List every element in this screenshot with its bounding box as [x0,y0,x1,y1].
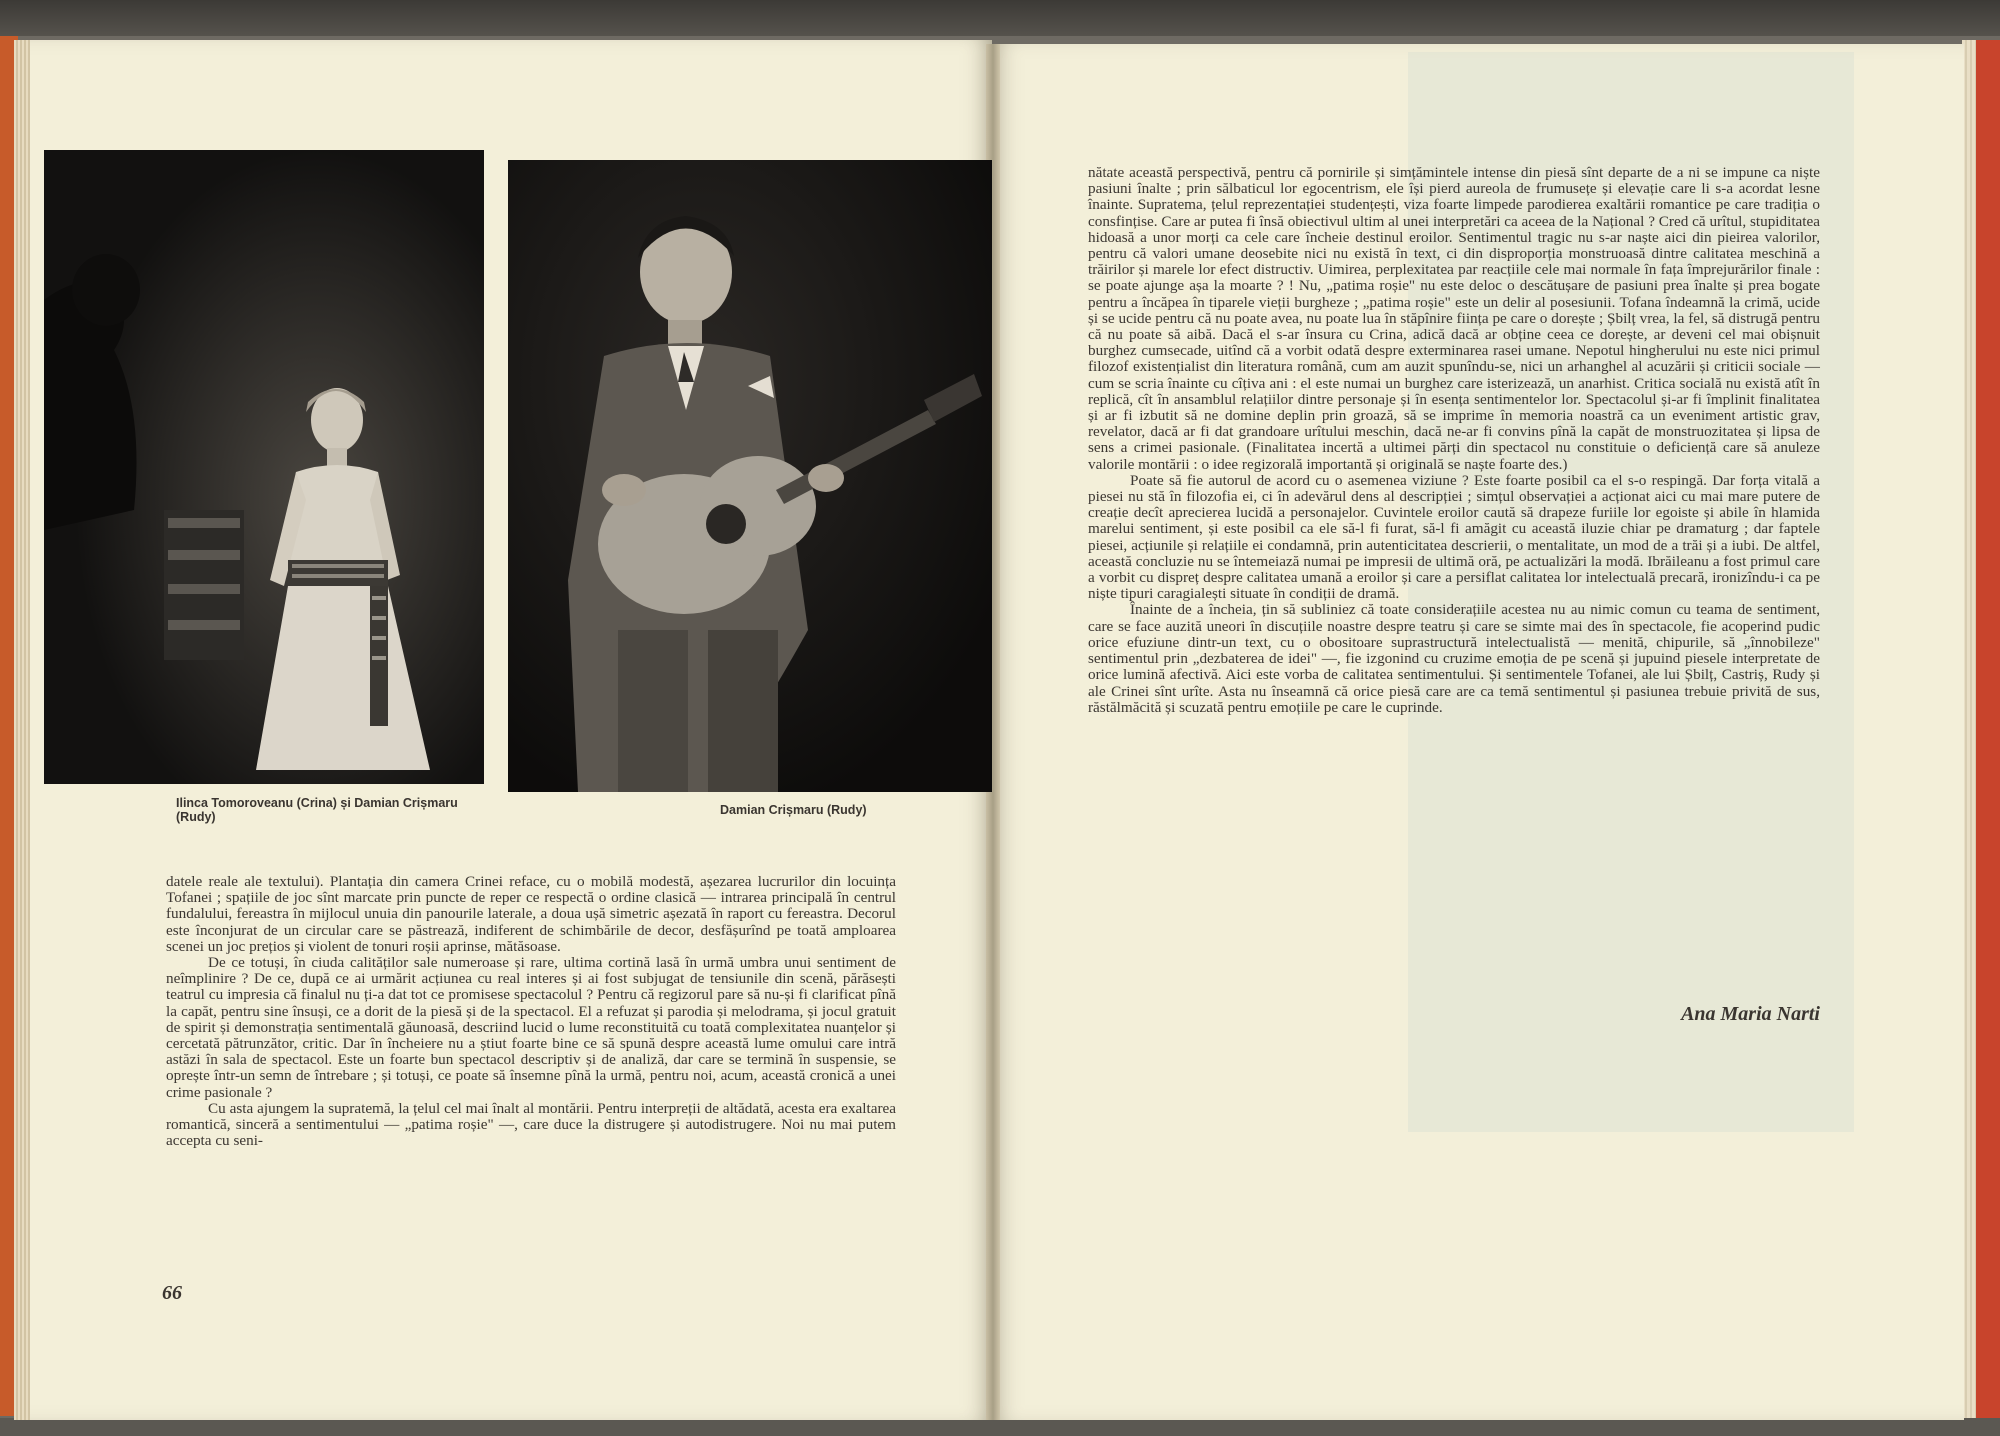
left-column-text [166,874,896,1149]
photo-actor-graphic [508,160,992,792]
paragraph: Poate să fie autorul de acord cu o asemenea viziune ? Este foarte posibil ca el s-o respingă. Dar forța vitală a piesei nu stă în filozofia ei, ci în adevărul dens al descripției ; simțul observației a acționat aici cu mai mare putere de creație decît aprecierea lucidă a personajelor. Cuvintele eroilor caută să drapeze furiile lor egoiste și abile în hlamida marelui sentiment, și este posibil ca ele să-l fi furat, să-l fi amăgit cu această iluzie chiar pe dramaturg ; dar faptele piesei, acțiunile și relațiile ei condamnă, prin autenticitatea descrierii, o mentalitate, un mod de a trăi și a iubi. De altfel, această concluzie nu se întemeiază numai pe impresii de ultimă oră, pe actualizări la modă. Ibrăileanu a fost primul care a vorbit cu dispreț despre calitatea umană a eroilor și care a persiflat calitatea lor intelectuală precară, ironizîndu-i ca pe niște tipuri caragialești situate în condiții de dramă. [1088,471,1820,603]
author-signature: Ana Maria Narti [1681,1003,1820,1025]
photo-actress-graphic [44,150,484,784]
right-column-text [1088,165,1820,716]
page-number: 66 [162,1282,182,1304]
paragraph: Cu asta ajungem la supratemă, la țelul cel mai înalt al montării. Pentru interpreții de altădată, acesta era exaltarea romantică, sinceră a sentimentului — „patima roșie" —, care duce la distrugere și autodistrugere. Noi nu mai putem accepta cu seni- [166,1099,896,1150]
page-edges-left [14,40,30,1420]
book-cover-bottom [0,1418,2000,1436]
paragraph: Înainte de a încheia, țin să subliniez că toate considerațiile acestea nu au nimic comun cu teama de sentiment, care se face auzită uneori în discuțiile noastre despre teatru și care se simte mai des în spectacole, fie acoperind pudic orice efuziune dintr-un text, cu o obositoare suprastructură intelectualistă — menită, chipurile, să „înnobileze" sentimentul prin „dezbaterea de idei" —, fie izgonind cu cruzime emoția de pe scenă și jupuind piesele interpretate de orice lumină afectivă. Aici este vorba de calitatea sentimentului. Și sentimentele Tofanei, ale lui Șbilț, Castriș, Rudy și ale Crinei sînt urîte. Asta nu înseamnă că orice piesă care are ca temă sentimentul și pasiunea trebuie privită de sus, răstălmăcită și scuzată pentru emoțiile pe care le cuprinde. [1088,601,1820,716]
photo-actor-rudy-guitar [508,160,992,792]
paragraph: nătate această perspectivă, pentru că pornirile și simțămintele intense din piesă sînt departe de a ni se impune ca niște pasiuni înalte ; prin sălbaticul lor egocentrism, ele își pierd aureola de frumusețe și elevație care li s-a acordat lesne înainte. Supratema, țelul reprezentației studențești, viza foarte limpede parodierea exaltării romantice pe care tradiția o consfințise. Care ar putea fi însă obiectivul ultim al unei interpretări ca aceea de la Național ? Cred că urîtul, stupiditatea hidoasă a unor morți ca cele care încheie destinul eroilor. Sentimentul tragic nu s-ar naște aici din pieirea valorilor, pentru că valori umane deosebite nici nu există în text, ci din disproporția monstruoasă dintre calitatea meschină a trăirilor și marele lor efect distructiv. Uimirea, perplexitatea par reacțiile cele mai normale în fața împrejurărilor finale : se poate ajunge așa la moarte ? ! Nu, „patima roșie" nu este deloc o descătușare de pasiuni prea înalte și prea bogate pentru a încăpea în tiparele vieții burgheze ; „patima roșie" este un delir al posesiunii. Tofana îndeamnă la crimă, ucide și se ucide pentru că nu poate avea, nu poate lua în stăpînire ființa pe care o dorește ; Șbilț vrea, la fel, să distrugă pentru că nu poate să aibă. Dacă el s-ar însura cu Crina, adică dacă ar obține ceea ce dorește, ar deveni cel mai obișnuit burghez cumsecade, uitînd că a vorbit odată despre exterminarea rasei umane. Nepotul hingherului nu este nici primul filozof existențialist din literatura română, cum am auzit spunîndu-se, nici un arhanghel al acuzării și criticii sociale — cum se scria înainte cu cîțiva ani : el este numai un burghez care isterizează, un anarhist. Critica socială nu există atît în replică, cît în ansamblul relațiilor dintre personaje și în esența sentimentelor lor. Spectacolul și-ar fi împlinit finalitatea și ar fi izbutit să ne domine deplin prin groază, să se imprime în memoria noastră ca un eveniment artistic grav, revelator, dacă ar fi dat grandoare urîtului meschin, dacă ne-ar fi convins pînă la capăt de monstruozitatea și lipsa de sens a crimei pasionale. (Finalitatea incertă a ultimei părți din spectacol nu constituie o deficiență care să anuleze valorile montării : o idee regizorală importantă și originală se naște foarte des.) [1088,164,1820,473]
paragraph: datele reale ale textului). Plantația din camera Crinei reface, cu o mobilă modestă, așezarea lucrurilor din locuința Tofanei ; spațiile de joc sînt marcate prin puncte de reper ce respectă o ordine clasică — intrarea principală în centrul fundalului, fereastra în mijlocul unuia din panourile laterale, a doua ușă simetric așezată în raport cu fereastra. Decorul este înconjurat de un circular care se păstrează, indiferent de schimbările de decor, desfășurînd pe toată amploarea scenei un joc prețios și violent de tonuri roșii aprinse, mătăsoase. [166,873,896,955]
photo-caption-2: Damian Crișmaru (Rudy) [720,803,867,817]
book-cover-top [0,0,2000,36]
book-cover-right [1976,40,2000,1420]
paragraph: De ce totuși, în ciuda calităților sale numeroase și rare, ultima cortină lasă în urmă umbra unui sentiment de neîmplinire ? De ce, după ce ai urmărit acțiunea cu real interes și ai fost subjugat de tensiunile din scenă, părăsești teatrul cu impresia că finalul nu ți-a dat tot ce promisese spectacolul ? Pentru că regizorul pare să nu-și fi clarificat pînă la capăt, pentru sine însuși, ce a dorit de la piesă și de la spectacol. El a refuzat și parodia și melodrama, și jocul gratuit de spirit și demonstrația sentimentală găunoasă, descriind lucid o lume reconstituită cu toată complexitatea nuanțelor și cercetată pătrunzător, critic. Dar în încheiere nu a știut foarte bine ce să spună despre această lume omului care intră astăzi în sala de spectacol. Este un foarte bun spectacol descriptiv și de analiză, dar care se termină în suspensie, se oprește într-un semn de întrebare ; și totuși, ce poate să însemne pînă la urmă, pentru noi, acum, această cronică a unei crime pasionale ? [166,954,896,1101]
photo-caption-1: Ilinca Tomoroveanu (Crina) și Damian Crișmaru (Rudy) [176,796,458,824]
photo-actress-crina [44,150,484,784]
